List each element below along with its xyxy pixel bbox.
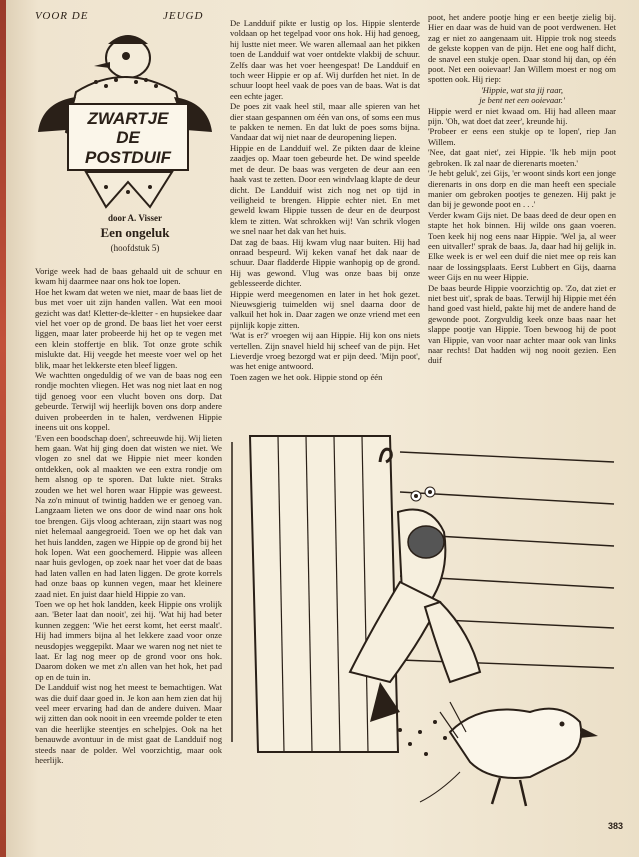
- text-column-3: [428, 12, 616, 432]
- paragraph: Hippie werd er niet kwaad om. Hij had alleen maar pijn. 'Oh, wat doet dat zeer', kreunde hij.: [428, 105, 616, 127]
- paragraph: 'Je hebt geluk', zei Gijs, 'er woont sinds kort een jonge dierenarts in ons dorp en die man heeft een speciale manier om gebroken pootjes te genezen. Hij pakt je dan bij je gewonde poot en . . .': [428, 168, 616, 210]
- header-left: VOOR DE: [35, 10, 89, 22]
- paragraph: De Landduif pikte er lustig op los. Hippie slenterde voldaan op het tegelpad voor ons hok. Hij had genoeg, hij lustte niet meer. We waren allemaal aan het pikken toen de Landduif wat voer ontdekte vlakbij de schuur. Zelfs daar was het voer heengespat! De Landduif en toch weer Hippie er op af. Wij durfden het niet. In de schuur loopt heel vaak de poes van de baas. Wat is dat een echte jager.: [230, 18, 420, 101]
- author: door A. Visser: [107, 213, 163, 223]
- paragraph: De poes zit vaak heel stil, maar alle spieren van het dier staan gespannen om één van ons, of soms een mus te pakken te nemen. En dat lukt de poes soms bijna. Vandaar dat wij niet naar de deuropening liepen.: [230, 101, 420, 143]
- chapter-label: (hoofdstuk 5): [110, 243, 160, 253]
- page-edge: [0, 0, 6, 857]
- paragraph: 'Nee, dat gaat niet', zei Hippie. 'Ik heb mijn poot gebroken. Ik zal naar de dierenarts moeten.': [428, 147, 616, 168]
- page-number: 383: [607, 821, 623, 831]
- article-credit: [60, 213, 210, 253]
- paragraph: De baas beurde Hippie voorzichtig op. 'Zo, dat ziet er niet best uit', sprak de baas. Terwijl hij Hippie met één hand goed vast hield, pakte hij met de andere hand de gewonde poot. Zorgvuldig keek onze baas naar het slappe pootje van Hippie. Toen bewoog hij de poot van Hippie, van voor naar achter maar ook van links naar rechts! Dat hadden wij nog nooit gezien. Een duif: [428, 282, 616, 366]
- paragraph: Toen we op het hok landden, keek Hippie ons vrolijk aan. 'Beter laat dan nooit', zei hij. 'Wat hij had beter kunnen zeggen: 'Wie het eerst komt, het eerst maalt'. Hij had immers bijna al het lekkere zaad voor onze neusdopjes weggepikt. Maar we waren nog net niet te laat. Er lag nog meer op de grond voor ons hok. Daarom doken we met z'n allen van het hok, het pad op en de tuin in.: [35, 599, 222, 682]
- logo-line1: ZWARTJE: [87, 109, 169, 128]
- header-right: JEUGD: [163, 10, 204, 22]
- paragraph: Vorige week had de baas gehaald uit de schuur en kwam hij daarmee naar ons hok toe lopen.: [35, 266, 222, 287]
- paragraph: De Landduif wist nog het meest te bemachtigen. Wat was die duif daar goed in. Je kon aan hem zien dat hij veel meer ervaring had dan de andere duiven. Maar wij zitten dan ook nooit in een vreemde polder te eten van die heerlijke steentjes en schelpjes. Ook na het benauwde avontuur in de mist gaat de Landduif nog steeds naar de polder. Wel voorzichtig, maar ook heerlijk.: [35, 682, 222, 766]
- text-column-1: [35, 266, 222, 838]
- paragraph: Hippie en de Landduif wel. Ze pikten daar de kleine zaadjes op. Maar toen gebeurde het. De wind speelde met de deur. De baas was vergeten de deur aan een haak vast te zetten. Door een windvlaag klapte de deur dicht. De Landduif wist zich nog net op tijd in veiligheid te brengen. Hippie echter niet. En met geweld kwam Hippie tussen de deur en de deurpost klem te zitten. Wat schrokken wij! Van schrik vlogen we snel naar het dak van het huis.: [230, 142, 420, 237]
- paragraph: 'Wat is er?' vroegen wij aan Hippie. Hij kon ons niets vertellen. Zijn snavel hield hij scheef van de pijn. Het Lieverdje vroeg bezorgd wat er pijn deed. 'Mijn poot', was het enige antwoord.: [230, 330, 420, 372]
- paragraph: Hoe het kwam dat weten we niet, maar de baas liet de bus met voer uit zijn handen vallen. Wat een mooi gezicht was dat! Kletter-de-kletter - en hupsiekee daar viel het voer op de grond. De baas liet het voer eerst liggen, maar later probeerde hij het op te vegen met een klein stoffertje en blik. Tot onze grote schik mislukte dat. Hij veegde het meeste voer wel op het blik, maar het lekkerste eten bleef liggen.: [35, 286, 222, 370]
- door-pigeon-illustration: [230, 432, 616, 824]
- paragraph: Verder kwam Gijs niet. De baas deed de deur open en stapte het hok binnen. Hij wilde ons gaan voeren. Toen keek hij nog eens naar Hippie. 'Wel ja, al weer een uitvaller!' sprak de baas. Ja, daar had hij gelijk in. Elke week is er wel een duif die niet mee op reis kan naar de lossingsplaats. Eerst Lubbert en Gijs, daarna weer Gijs en nu weer Hippie.: [428, 209, 616, 283]
- paragraph: Hippie werd meegenomen en later in het hok gezet. Nieuwsgierig tuimelden wij snel daarna door de valkuil het hok in. Daar zagen we onze vriend met een pijnlijk kopje zitten.: [230, 288, 420, 330]
- pigeon-logo: [36, 22, 212, 212]
- paragraph: 'Even een boodschap doen', schreeuwde hij. Wij lieten hem gaan. Wat hij ging doen dat wisten we niet. We vlogen zo snel dat we Hippie niet meer konden ontdekken, ook al maakten we een extra rondje om hem alsnog op te sporen. Dat lukte niet. Straks zouden we het wel horen waar Hippie was geweest. Na zo'n minuut of twintig hadden we er genoeg van. Langzaam lieten we ons door de wind naar ons hok toe brengen. Gijs vloog achteraan, zijn staart was nog niet helemaal aangegroeid. Toen we op het dak van het huis landden, zagen we Hippie op de grond bij het hok lopen. Wat een goochemerd. Hippie was alleen naar huis gevlogen, op zoek naar het voer dat de baas had laten vallen en had laten liggen. De grote korrels had onze baas op kunnen vegen, maar het kleinere zaad niet. En juist daar hield Hippie zo van.: [35, 432, 222, 599]
- poem-line: je bent net een ooievaar.': [479, 95, 565, 106]
- paragraph: 'Probeer er eens een stukje op te lopen', riep Jan Willem.: [428, 126, 616, 147]
- article-title: Een ongeluk: [100, 225, 170, 240]
- logo-line2: DE: [116, 128, 140, 147]
- paragraph: We wachtten ongeduldig of we van de baas nog een rondje mochten vliegen. Het was nog niet laat en nog tijd genoeg voor een vlucht boven ons dorp. Dat gebeurde. Terwijl wij heerlijk boven ons dorp andere duiven probeerden in te halen, verdwenen Hippie ineens uit ons koppel.: [35, 370, 222, 433]
- text-column-2: [230, 18, 420, 430]
- paragraph: poot, het andere pootje hing er een beetje zielig bij. Hier en daar was de huid van de poot verdwenen. Het zag er niet zo aangenaam uit. Hippie trok nog steeds de gekste koppen van de pijn. Het ene oog half dicht, de snavel een stukje open. Daar stond hij dan, op één poot. Net een ooievaar! Jan Willem moest er nog om spotten ook. Hij riep:: [428, 12, 616, 85]
- paragraph: Toen zagen we het ook. Hippie stond op één: [230, 371, 383, 382]
- poem: [428, 85, 616, 106]
- paragraph: Dat zag de baas. Hij kwam vlug naar buiten. Hij had onraad bespeurd. Wij keken vanaf het dak naar de schuur. Daar fladderde Hippie wanhopig op de grond. Hij was gewond. Vlug was onze baas bij onze geblesseerde dichter.: [230, 236, 420, 289]
- poem-line: 'Hippie, wat sta jij raar,: [480, 84, 564, 95]
- logo-line3: POSTDUIF: [85, 148, 171, 167]
